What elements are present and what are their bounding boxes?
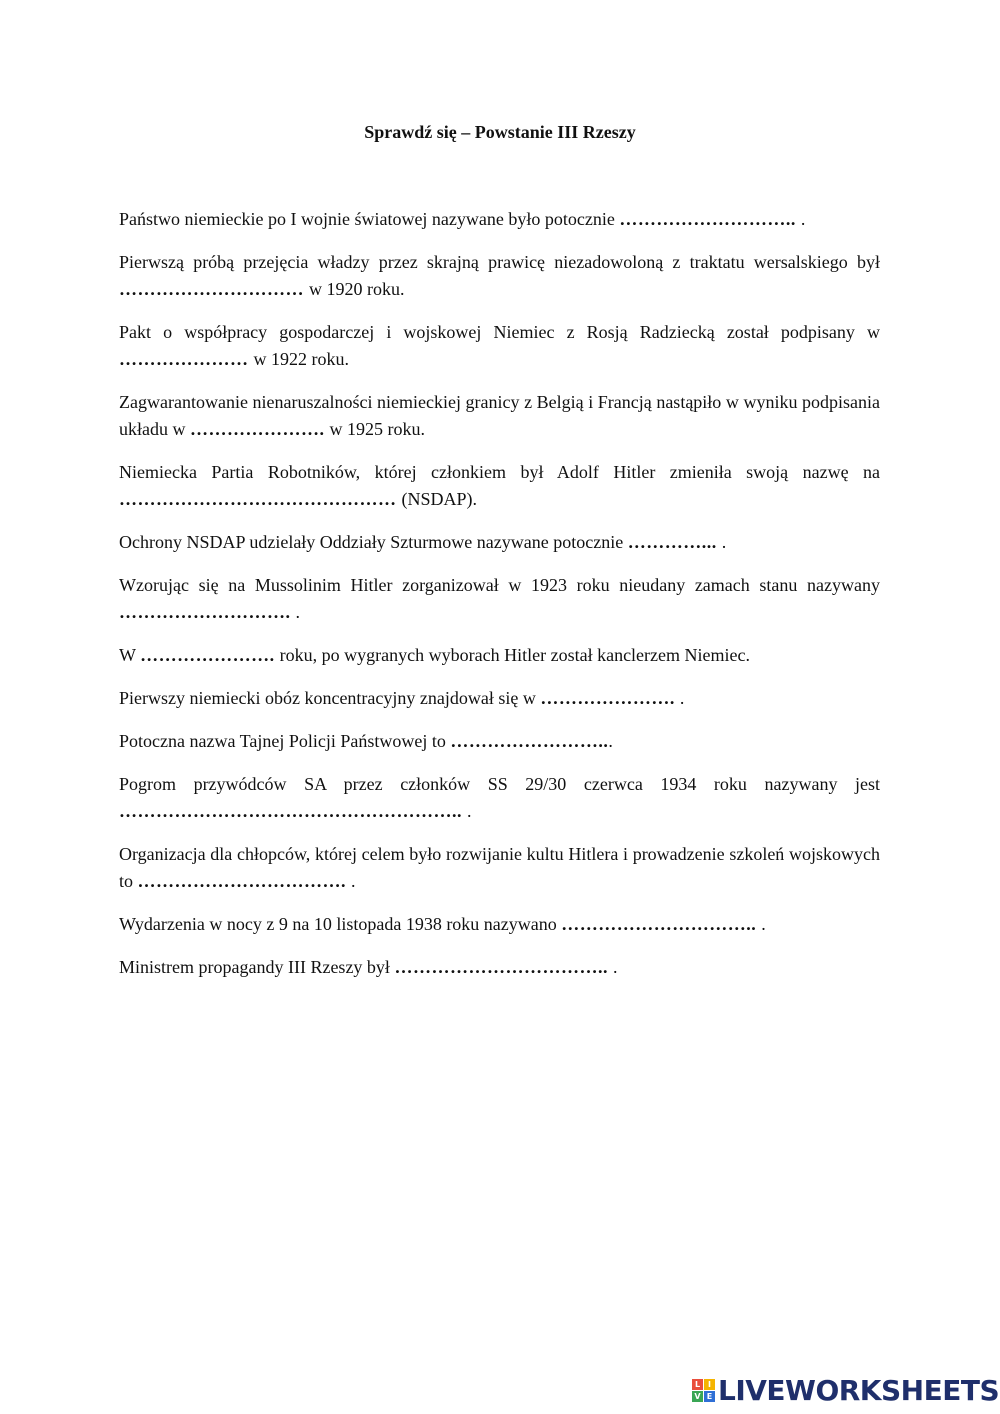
question-text: Potoczna nazwa Tajnej Policji Państwowej to xyxy=(119,731,451,751)
answer-blank[interactable]: ………………………….. xyxy=(561,914,762,934)
question-item xyxy=(119,389,880,443)
question-text: Zagwarantowanie nienaruszalności niemieckiej granicy z Belgią i Francją nastąpiło w wyniku podpisania układu w xyxy=(119,392,880,439)
answer-blank[interactable]: ……………………………………………….. xyxy=(119,801,467,821)
question-text: Ministrem propagandy III Rzeszy był xyxy=(119,957,395,977)
answer-blank[interactable]: ………………………… xyxy=(119,279,309,299)
question-text: W xyxy=(119,645,141,665)
logo-mark-tile: V xyxy=(692,1391,703,1402)
question-text: Wzorując się na Mussolinim Hitler zorganizował w 1923 roku nieudany zamach stanu nazywany xyxy=(119,575,880,595)
question-text: Ochrony NSDAP udzielały Oddziały Szturmowe nazywane potocznie xyxy=(119,532,628,552)
question-text: Wydarzenia w nocy z 9 na 10 listopada 1938 roku nazywano xyxy=(119,914,562,934)
answer-blank[interactable]: …………………. xyxy=(190,419,330,439)
questions-list xyxy=(119,206,880,997)
question-text-after: . xyxy=(467,801,472,821)
logo-mark-tile: E xyxy=(704,1391,715,1402)
answer-blank[interactable]: ………………………. xyxy=(119,602,296,622)
question-item xyxy=(119,206,880,233)
question-text-after: w 1925 roku. xyxy=(329,419,425,439)
question-text: Pierwszy niemiecki obóz koncentracyjny znajdował się w xyxy=(119,688,541,708)
question-text-after: (NSDAP). xyxy=(401,489,478,509)
question-text-after: . xyxy=(679,688,685,708)
answer-blank[interactable]: ……………………………. xyxy=(137,871,352,891)
question-text: Pierwszą próbą przejęcia władzy przez skrajną prawicę niezadowoloną z traktatu wersalskiego był xyxy=(119,252,880,272)
answer-blank[interactable]: ………………… xyxy=(119,349,254,369)
question-text: Państwo niemieckie po I wojnie światowej nazywane było potocznie xyxy=(119,209,620,229)
logo-mark-tile: I xyxy=(704,1379,715,1390)
question-item xyxy=(119,572,880,626)
question-text-after: w 1922 roku. xyxy=(253,349,349,369)
question-item xyxy=(119,529,880,556)
question-item xyxy=(119,841,880,895)
question-text: Pakt o współpracy gospodarczej i wojskowej Niemiec z Rosją Radziecką został podpisany w xyxy=(119,322,880,342)
logo-text: LIVEWORKSHEETS xyxy=(718,1373,1000,1407)
question-text-after: . xyxy=(721,532,727,552)
question-text-after: . xyxy=(612,957,618,977)
answer-blank[interactable]: ……………………………………… xyxy=(119,489,402,509)
question-item xyxy=(119,954,880,981)
question-item xyxy=(119,642,880,669)
liveworksheets-logo xyxy=(692,1374,999,1406)
question-item xyxy=(119,911,880,938)
question-item xyxy=(119,249,880,303)
logo-mark-tile: L xyxy=(692,1379,703,1390)
question-text-after: . xyxy=(608,731,613,751)
question-text-after: w 1920 roku. xyxy=(309,279,405,299)
question-item xyxy=(119,459,880,513)
live-logo-icon xyxy=(692,1379,715,1402)
question-text-after: . xyxy=(295,602,300,622)
question-text-after: . xyxy=(351,871,356,891)
question-text-after: . xyxy=(800,209,806,229)
answer-blank[interactable]: …………………………….. xyxy=(394,957,613,977)
question-text-after: roku, po wygranych wyborach Hitler został kanclerzem Niemiec. xyxy=(279,645,750,665)
answer-blank[interactable]: …………... xyxy=(627,532,722,552)
question-text: Pogrom przywódców SA przez członków SS 29/30 czerwca 1934 roku nazywany jest xyxy=(119,774,880,794)
answer-blank[interactable]: ……………………….. xyxy=(619,209,801,229)
question-item xyxy=(119,728,880,755)
question-item xyxy=(119,685,880,712)
question-text-after: . xyxy=(761,914,766,934)
question-item xyxy=(119,319,880,373)
question-text: Niemiecka Partia Robotników, której członkiem był Adolf Hitler zmieniła swoją nazwę na xyxy=(119,462,880,482)
answer-blank[interactable]: …………………. xyxy=(140,645,280,665)
answer-blank[interactable]: …………………. xyxy=(540,688,680,708)
answer-blank[interactable]: …………………….. xyxy=(450,731,609,751)
question-text: Organizacja dla chłopców, której celem było rozwijanie kultu Hitlera i prowadzenie szkoleń wojskowych to xyxy=(119,844,880,891)
worksheet-title: Sprawdź się – Powstanie III Rzeszy xyxy=(364,122,636,142)
question-item xyxy=(119,771,880,825)
